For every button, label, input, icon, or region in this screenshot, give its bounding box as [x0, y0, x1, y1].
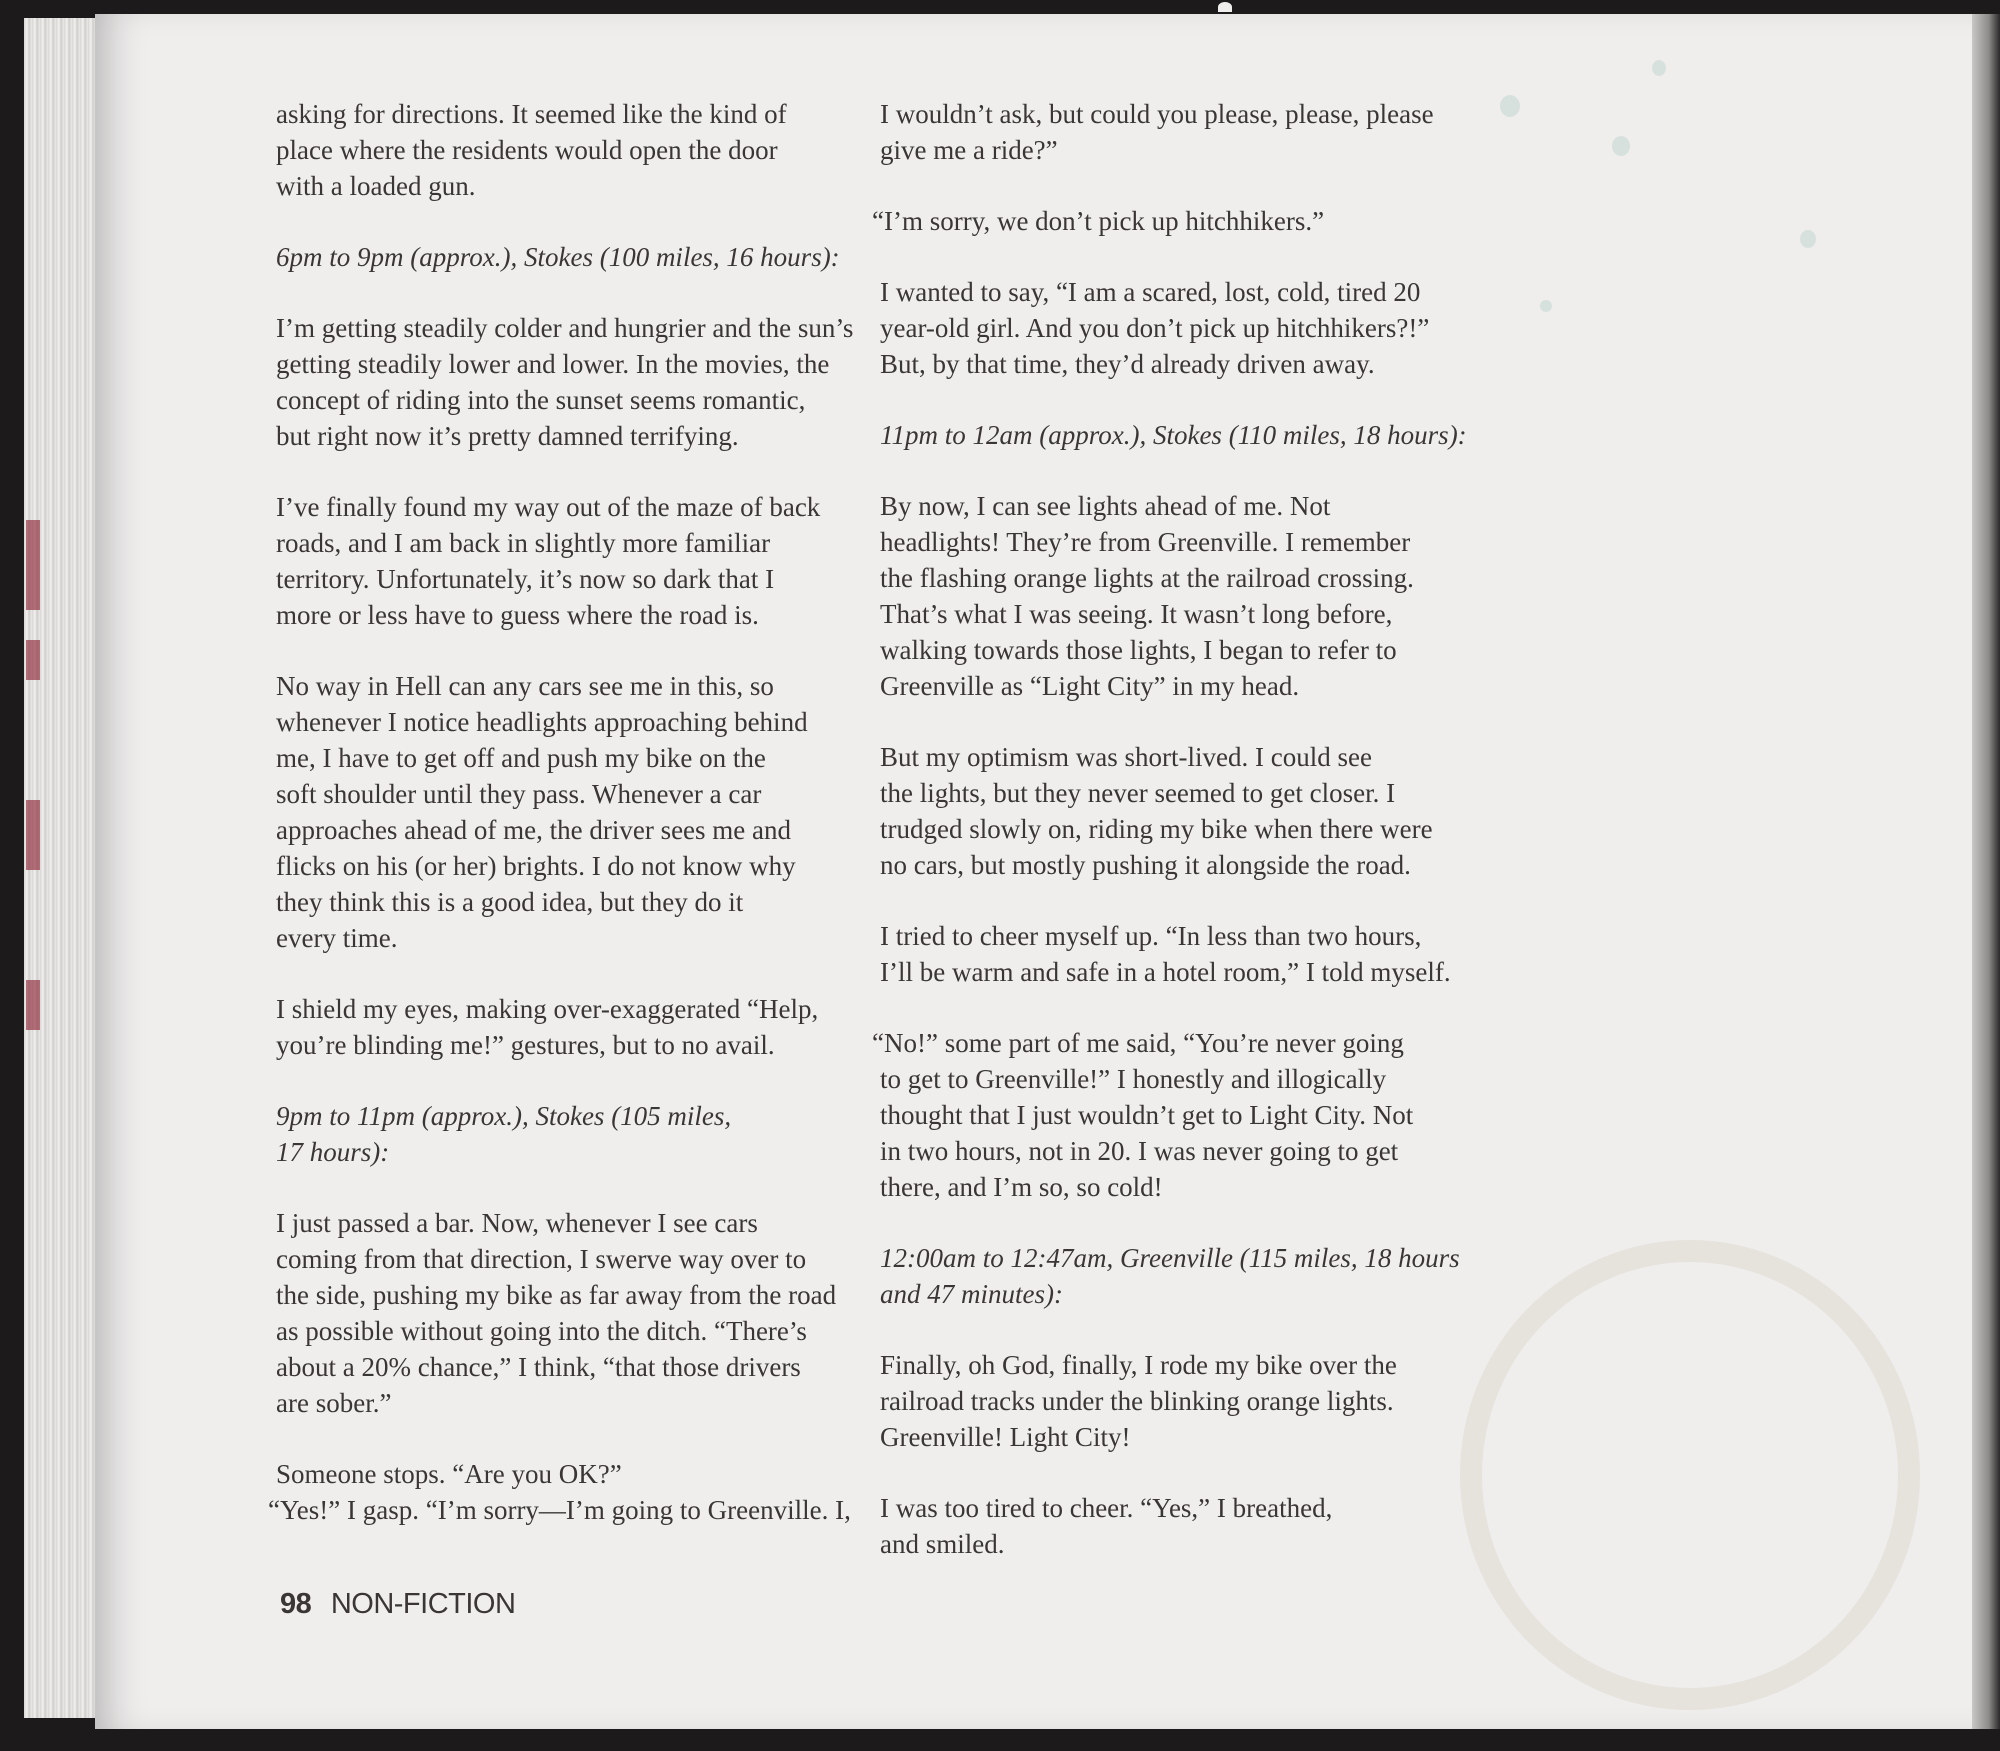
section-heading [880, 1240, 1480, 1312]
text-line: you’re blinding me!” gestures, but to no avail. [276, 1030, 775, 1060]
text-line: but right now it’s pretty damned terrifying. [276, 421, 739, 451]
text-line: Finally, oh God, finally, I rode my bike over the [880, 1350, 1397, 1380]
text-line: there, and I’m so, so cold! [880, 1172, 1163, 1202]
text-line: headlights! They’re from Greenville. I remember [880, 527, 1411, 557]
edge-stain [26, 640, 40, 680]
paragraph [872, 1025, 1480, 1205]
text-line: about a 20% chance,” I think, “that those drivers [276, 1352, 801, 1382]
text-line: 17 hours): [276, 1137, 390, 1167]
text-line: the lights, but they never seemed to get closer. I [880, 778, 1396, 808]
edge-stain [26, 520, 40, 610]
text-line: approaches ahead of me, the driver sees me and [276, 815, 792, 845]
text-line: thought that I just wouldn’t get to Light City. Not [880, 1100, 1414, 1130]
text-line: I just passed a bar. Now, whenever I see cars [276, 1208, 758, 1238]
text-line: as possible without going into the ditch. “There’s [276, 1316, 807, 1346]
text-line: But, by that time, they’d already driven away. [880, 349, 1375, 379]
stain-spot [1800, 230, 1816, 248]
text-line: in two hours, not in 20. I was never going to get [880, 1136, 1399, 1166]
paragraph [276, 489, 876, 633]
stain-spot [1652, 60, 1666, 76]
text-line: That’s what I was seeing. It wasn’t long before, [880, 599, 1393, 629]
text-line: give me a ride?” [880, 135, 1058, 165]
text-line: the side, pushing my bike as far away from the road [276, 1280, 837, 1310]
text-line: roads, and I am back in slightly more familiar [276, 528, 771, 558]
text-line: more or less have to guess where the road is. [276, 600, 759, 630]
left-column [268, 96, 876, 1563]
section-title: NON-FICTION [330, 1588, 516, 1620]
text-line: place where the residents would open the door [276, 135, 778, 165]
paragraph [880, 274, 1480, 382]
text-line: By now, I can see lights ahead of me. Not [880, 491, 1331, 521]
text-line: I was too tired to cheer. “Yes,” I breathed, [880, 1493, 1333, 1523]
paragraph [276, 96, 876, 204]
text-line: I’ll be warm and safe in a hotel room,” I told myself. [880, 957, 1451, 987]
paragraph [872, 203, 1480, 239]
paragraph [880, 96, 1480, 168]
text-line: No way in Hell can any cars see me in this, so [276, 671, 774, 701]
text-line: Greenville as “Light City” in my head. [880, 671, 1300, 701]
paragraph [276, 1205, 876, 1421]
section-heading [880, 417, 1480, 453]
text-line: flicks on his (or her) brights. I do not know why [276, 851, 796, 881]
text-line: asking for directions. It seemed like the kind of [276, 99, 787, 129]
text-line: and smiled. [880, 1529, 1005, 1559]
coffee-ring-stain [1460, 1240, 1920, 1710]
text-line: getting steadily lower and lower. In the movies, the [276, 349, 830, 379]
paragraph [276, 310, 876, 454]
edge-stain [26, 980, 40, 1030]
top-mark [1218, 2, 1232, 12]
paragraph [880, 918, 1480, 990]
text-line: Someone stops. “Are you OK?” [276, 1459, 622, 1489]
paragraph [268, 1492, 876, 1528]
text-line: 11pm to 12am (approx.), Stokes (110 miles, 18 hours): [880, 420, 1467, 450]
text-line: 6pm to 9pm (approx.), Stokes (100 miles, 16 hours): [276, 242, 840, 272]
text-line: I wouldn’t ask, but could you please, please, please [880, 99, 1434, 129]
text-line: I’m getting steadily colder and hungrier and the sun’s [276, 313, 854, 343]
text-line: I’ve finally found my way out of the maze of back [276, 492, 821, 522]
paragraph [276, 1456, 876, 1492]
text-line: “I’m sorry, we don’t pick up hitchhikers.” [872, 206, 1325, 236]
text-line: they think this is a good idea, but they do it [276, 887, 744, 917]
text-line: the flashing orange lights at the railroad crossing. [880, 563, 1414, 593]
paragraph [880, 488, 1480, 704]
text-line: to get to Greenville!” I honestly and illogically [880, 1064, 1387, 1094]
text-line: “No!” some part of me said, “You’re never going [872, 1028, 1404, 1058]
text-line: soft shoulder until they pass. Whenever a car [276, 779, 762, 809]
section-heading [276, 239, 876, 275]
stain-spot [1540, 300, 1552, 312]
text-line: 9pm to 11pm (approx.), Stokes (105 miles, [276, 1101, 732, 1131]
text-line: and 47 minutes): [880, 1279, 1063, 1309]
text-line: trudged slowly on, riding my bike when there were [880, 814, 1433, 844]
paragraph [276, 668, 876, 956]
text-line: year-old girl. And you don’t pick up hitchhikers?!” [880, 313, 1430, 343]
page-footer [280, 1588, 515, 1621]
text-line: I tried to cheer myself up. “In less than two hours, [880, 921, 1422, 951]
text-line: 12:00am to 12:47am, Greenville (115 miles, 18 hours [880, 1243, 1460, 1273]
text-line: I wanted to say, “I am a scared, lost, cold, tired 20 [880, 277, 1421, 307]
text-line: coming from that direction, I swerve way over to [276, 1244, 807, 1274]
text-line: territory. Unfortunately, it’s now so dark that I [276, 564, 775, 594]
text-line: no cars, but mostly pushing it alongside the road. [880, 850, 1411, 880]
text-line: with a loaded gun. [276, 171, 476, 201]
stain-spot [1612, 136, 1630, 156]
text-line: are sober.” [276, 1388, 392, 1418]
paragraph [276, 991, 876, 1063]
paragraph [880, 1490, 1480, 1562]
page-gutter [1972, 14, 2000, 1729]
page-number: 98 [280, 1588, 312, 1620]
right-column [872, 96, 1480, 1597]
text-line: walking towards those lights, I began to refer to [880, 635, 1397, 665]
section-heading [276, 1098, 876, 1170]
paragraph [880, 739, 1480, 883]
text-line: “Yes!” I gasp. “I’m sorry—I’m going to Greenville. I, [268, 1495, 851, 1525]
text-line: But my optimism was short-lived. I could see [880, 742, 1372, 772]
text-line: I shield my eyes, making over-exaggerated “Help, [276, 994, 819, 1024]
text-line: railroad tracks under the blinking orange lights. [880, 1386, 1394, 1416]
text-line: concept of riding into the sunset seems romantic, [276, 385, 806, 415]
text-line: whenever I notice headlights approaching behind [276, 707, 808, 737]
paragraph [880, 1347, 1480, 1455]
text-line: me, I have to get off and push my bike on the [276, 743, 766, 773]
text-line: every time. [276, 923, 398, 953]
stain-spot [1500, 95, 1520, 117]
edge-stain [26, 800, 40, 870]
text-line: Greenville! Light City! [880, 1422, 1131, 1452]
